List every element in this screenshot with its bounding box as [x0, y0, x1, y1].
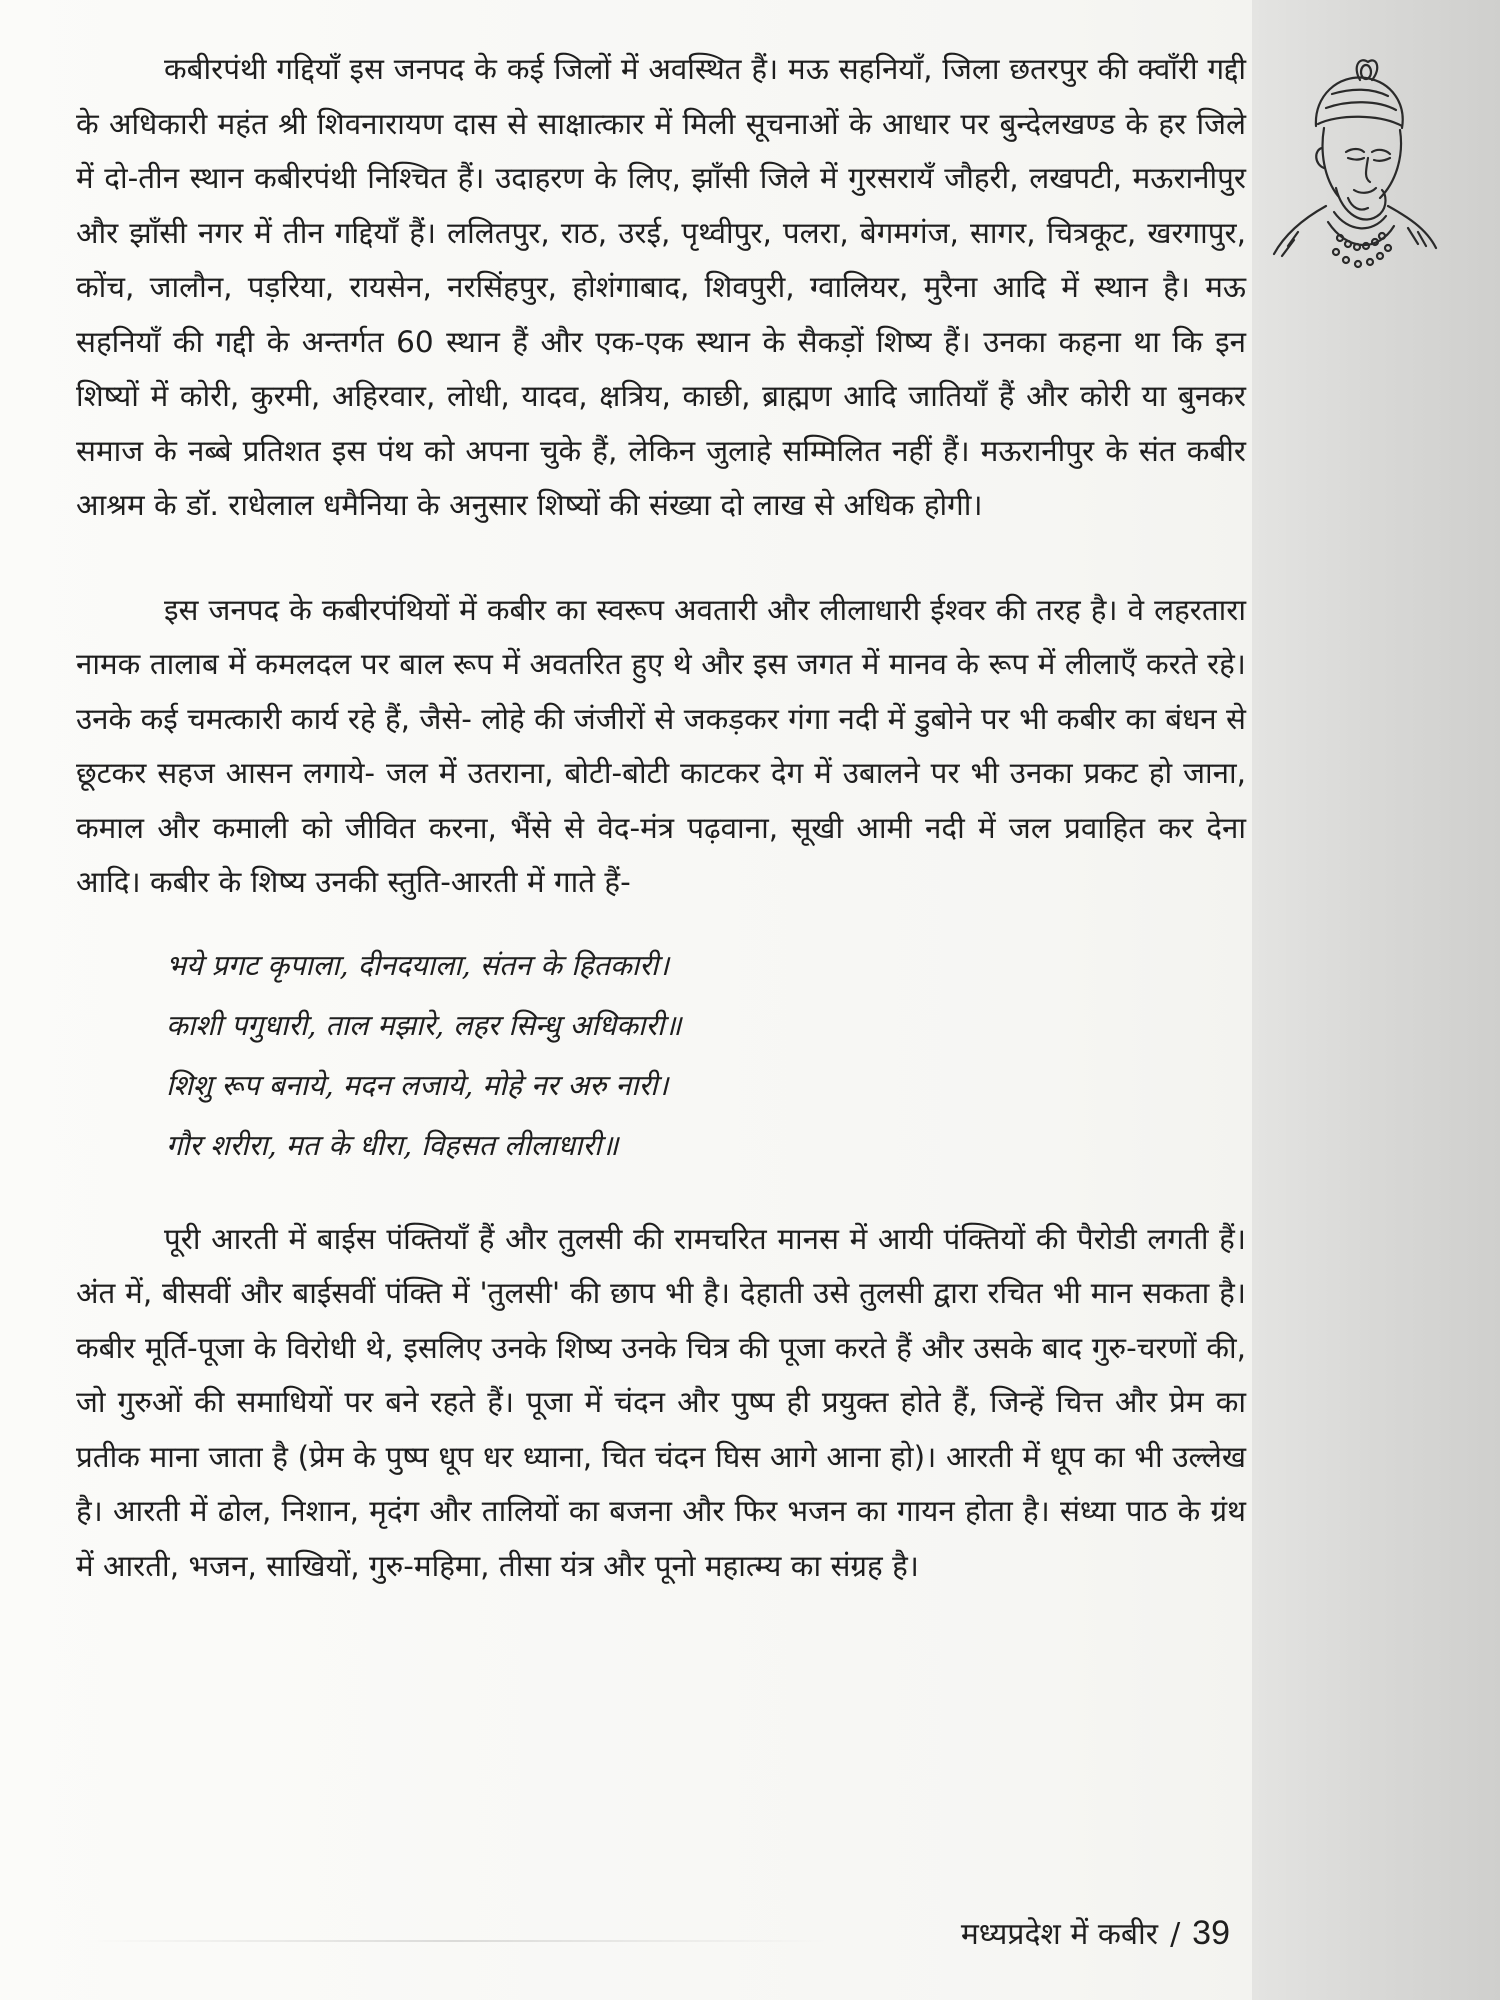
verse-line: शिशु रूप बनाये, मदन लजाये, मोहे नर अरु नारी। [166, 1068, 669, 1102]
verse-line: भये प्रगट कृपाला, दीनदयाला, संतन के हितकारी। [166, 948, 669, 982]
page-margin-shade [1252, 0, 1500, 2000]
page-footer [961, 1913, 1230, 1955]
aarti-verse [166, 936, 1246, 1176]
paragraph-kabirpanthi-seats: कबीरपंथी गद्दियाँ इस जनपद के कई जिलों में अवस्थित हैं। मऊ सहनियाँ, जिला छतरपुर की क्वाँरी गद्दी के अधिकारी महंत श्री शिवनारायण दास से साक्षात्कार में मिली सूचनाओं के आधार पर बुन्देलखण्ड के हर जिले में दो-तीन स्थान कबीरपंथी निश्चित हैं। उदाहरण के लिए, झाँसी जिले में गुरसरायँ जौहरी, लखपटी, मऊरानीपुर और झाँसी नगर में तीन गद्दियाँ हैं। ललितपुर, राठ, उरई, पृथ्वीपुर, पलरा, बेगमगंज, सागर, चित्रकूट, खरगापुर, कोंच, जालौन, पड़रिया, रायसेन, नरसिंहपुर, होशंगाबाद, शिवपुरी, ग्वालियर, मुरैना आदि में स्थान है। मऊ सहनियाँ की गद्दी के अन्तर्गत 60 स्थान हैं और एक-एक स्थान के सैकड़ों शिष्य हैं। उनका कहना था कि इन शिष्यों में कोरी, कुरमी, अहिरवार, लोधी, यादव, क्षत्रिय, काछी, ब्राह्मण आदि जातियाँ हैं और कोरी या बुनकर समाज के नब्बे प्रतिशत इस पंथ को अपना चुके हैं, लेकिन जुलाहे सम्मिलित नहीं हैं। मऊरानीपुर के संत कबीर आश्रम के डॉ. राधेलाल धमैनिया के अनुसार शिष्यों की संख्या दो लाख से अधिक होगी। [76, 52, 1246, 522]
footer-separator: / [1170, 1917, 1181, 1952]
paragraph-kabir-form: इस जनपद के कबीरपंथियों में कबीर का स्वरूप अवतारी और लीलाधारी ईश्वर की तरह है। वे लहरतारा नामक तालाब में कमलदल पर बाल रूप में अवतरित हुए थे और इस जगत में मानव के रूप में लीलाएँ करते रहे। उनके कई चमत्कारी कार्य रहे हैं, जैसे- लोहे की जंजीरों से जकड़कर गंगा नदी में डुबोने पर भी कबीर का बंधन से छूटकर सहज आसन लगाये- जल में उतराना, बोटी-बोटी काटकर देग में उबालने पर भी उनका प्रकट हो जाना, कमाल और कमाली को जीवित करना, भैंसे से वेद-मंत्र पढ़वाना, सूखी आमी नदी में जल प्रवाहित कर देना आदि। कबीर के शिष्य उनकी स्तुति-आरती में गाते हैं- [76, 592, 1246, 899]
page-number: 39 [1192, 1914, 1230, 1952]
paragraph-aarti-worship: पूरी आरती में बाईस पंक्तियाँ हैं और तुलसी की रामचरित मानस में आयी पंक्तियों की पैरोडी लगती हैं। अंत में, बीसवीं और बाईसवीं पंक्ति में 'तुलसी' की छाप भी है। देहाती उसे तुलसी द्वारा रचित भी मान सकता है। कबीर मूर्ति-पूजा के विरोधी थे, इसलिए उनके शिष्य उनके चित्र की पूजा करते हैं और उसके बाद गुरु-चरणों की, जो गुरुओं की समाधियों पर बने रहते हैं। पूजा में चंदन और पुष्प ही प्रयुक्त होते हैं, जिन्हें चित्त और प्रेम का प्रतीक माना जाता है (प्रेम के पुष्प धूप धर ध्याना, चित चंदन घिस आगे आना हो)। आरती में धूप का भी उल्लेख है। आरती में ढोल, निशान, मृदंग और तालियों का बजना और फिर भजन का गायन होता है। संध्या पाठ के ग्रंथ में आरती, भजन, साखियों, गुरु-महिमा, तीसा यंत्र और पूनो महात्म्य का संग्रह है। [76, 1221, 1246, 1583]
verse-line: गौर शरीरा, मत के धीरा, विहसत लीलाधारी॥ [166, 1128, 619, 1162]
text-body [76, 42, 1246, 1593]
verse-line: काशी पगुधारी, ताल मझारे, लहर सिन्धु अधिकारी॥ [166, 1008, 682, 1042]
footer-divider [80, 1940, 830, 1942]
kabir-portrait-illustration [1268, 56, 1438, 276]
book-title: मध्यप्रदेश में कबीर [960, 1917, 1159, 1952]
